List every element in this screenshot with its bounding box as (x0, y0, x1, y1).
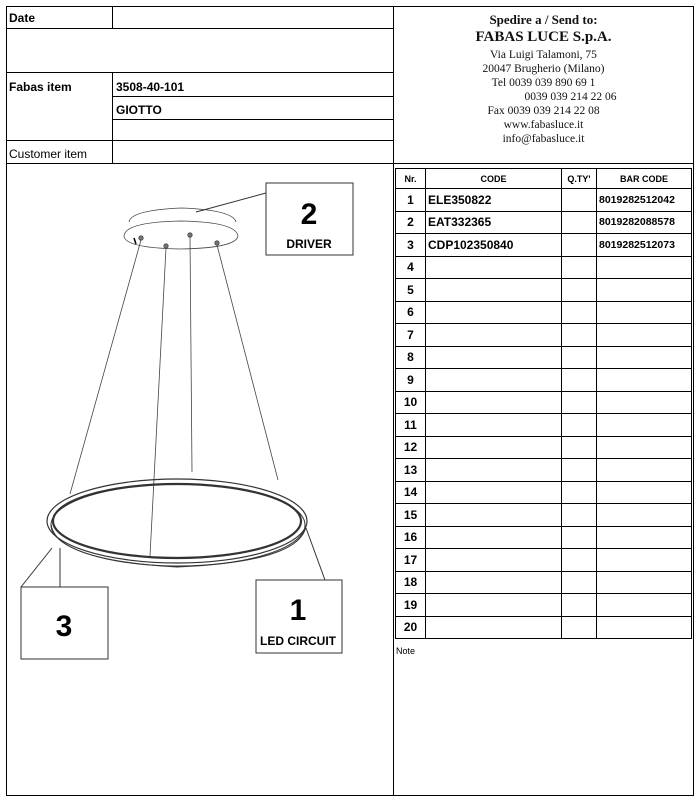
row-barcode: 8019282512042 (597, 189, 692, 212)
row-code: EAT332365 (426, 211, 562, 234)
table-row (396, 301, 692, 324)
row-code (426, 369, 562, 392)
led-label: LED CIRCUIT (260, 634, 336, 648)
row-code (426, 504, 562, 527)
row-code (426, 616, 562, 639)
row-qty[interactable] (562, 301, 597, 324)
table-row (396, 549, 692, 572)
led-ring-drawing (47, 479, 307, 567)
row-number: 7 (396, 324, 426, 347)
fabas-item-name: GIOTTO (116, 103, 162, 117)
row-number: 3 (396, 234, 426, 257)
row-barcode (597, 459, 692, 482)
row-qty[interactable] (562, 436, 597, 459)
driver-callout (196, 183, 353, 255)
row-qty[interactable] (562, 571, 597, 594)
row-number: 2 (396, 211, 426, 234)
header-qty: Q.TY' (562, 169, 597, 189)
row-number: 13 (396, 459, 426, 482)
table-row (396, 391, 692, 414)
row-number: 5 (396, 279, 426, 302)
row-code (426, 526, 562, 549)
table-row (396, 459, 692, 482)
row-qty[interactable] (562, 346, 597, 369)
address-street: Via Luigi Talamoni, 75 (490, 49, 597, 61)
row-number: 1 (396, 189, 426, 212)
row-number: 10 (396, 391, 426, 414)
row-qty[interactable] (562, 189, 597, 212)
address-web[interactable]: www.fabasluce.it (503, 119, 584, 131)
row-qty[interactable] (562, 549, 597, 572)
row-number: 15 (396, 504, 426, 527)
row-barcode (597, 391, 692, 414)
row-qty[interactable] (562, 594, 597, 617)
row-number: 18 (396, 571, 426, 594)
row-barcode (597, 436, 692, 459)
row-number: 20 (396, 616, 426, 639)
company-name: FABAS LUCE S.p.A. (475, 29, 612, 45)
row-qty[interactable] (562, 256, 597, 279)
row-barcode (597, 256, 692, 279)
row-number: 9 (396, 369, 426, 392)
row-qty[interactable] (562, 279, 597, 302)
row-number: 4 (396, 256, 426, 279)
row-code (426, 549, 562, 572)
row-code (426, 256, 562, 279)
row-barcode (597, 549, 692, 572)
row-code (426, 346, 562, 369)
table-row (396, 369, 692, 392)
row-qty[interactable] (562, 504, 597, 527)
row-barcode (597, 346, 692, 369)
address-email[interactable]: info@fabasluce.it (502, 133, 585, 145)
fabas-item-code: 3508-40-101 (116, 80, 185, 94)
row-qty[interactable] (562, 414, 597, 437)
address-tel2: 0039 039 214 22 06 (524, 91, 617, 103)
row-code (426, 459, 562, 482)
ring-number: 3 (55, 610, 73, 643)
row-qty[interactable] (562, 324, 597, 347)
row-qty[interactable] (562, 211, 597, 234)
row-barcode (597, 616, 692, 639)
row-qty[interactable] (562, 481, 597, 504)
row-barcode (597, 369, 692, 392)
row-code (426, 571, 562, 594)
row-barcode (597, 526, 692, 549)
driver-label: DRIVER (286, 237, 332, 251)
row-qty[interactable] (562, 369, 597, 392)
address-fax: Fax 0039 039 214 22 08 (487, 105, 600, 117)
table-row (396, 256, 692, 279)
table-row (396, 616, 692, 639)
row-barcode: 8019282512073 (597, 234, 692, 257)
row-number: 19 (396, 594, 426, 617)
row-barcode (597, 571, 692, 594)
row-barcode (597, 414, 692, 437)
row-code (426, 324, 562, 347)
header-nr: Nr. (396, 169, 426, 189)
fabas-item-label: Fabas item (9, 80, 72, 94)
row-barcode: 8019282088578 (597, 211, 692, 234)
led-number: 1 (289, 594, 307, 627)
row-number: 8 (396, 346, 426, 369)
ring-callout (21, 548, 108, 659)
row-qty[interactable] (562, 391, 597, 414)
address-heading: Spedire a / Send to: (489, 12, 598, 27)
row-code (426, 436, 562, 459)
canopy-drawing (124, 208, 238, 249)
row-code (426, 391, 562, 414)
row-barcode (597, 594, 692, 617)
row-code: CDP102350840 (426, 234, 562, 257)
row-number: 12 (396, 436, 426, 459)
table-row (396, 571, 692, 594)
table-row (396, 279, 692, 302)
row-number: 14 (396, 481, 426, 504)
row-number: 17 (396, 549, 426, 572)
row-code (426, 481, 562, 504)
row-qty[interactable] (562, 459, 597, 482)
row-qty[interactable] (562, 616, 597, 639)
table-row (396, 324, 692, 347)
parts-table-header (396, 169, 692, 189)
row-barcode (597, 301, 692, 324)
row-number: 11 (396, 414, 426, 437)
row-code (426, 594, 562, 617)
header-barcode: BAR CODE (597, 169, 692, 189)
table-row (396, 234, 692, 257)
table-row (396, 436, 692, 459)
table-row (396, 526, 692, 549)
header-code: CODE (426, 169, 562, 189)
suspension-cables (70, 237, 278, 556)
note-label: Note (396, 646, 416, 656)
customer-item-label: Customer item (9, 147, 88, 161)
row-barcode (597, 481, 692, 504)
row-qty[interactable] (562, 526, 597, 549)
address-city: 20047 Brugherio (Milano) (482, 63, 605, 75)
date-label: Date (9, 11, 36, 25)
address-tel1: Tel 0039 039 890 69 1 (491, 77, 596, 89)
row-qty[interactable] (562, 234, 597, 257)
table-row (396, 414, 692, 437)
row-number: 16 (396, 526, 426, 549)
row-number: 6 (396, 301, 426, 324)
driver-number: 2 (300, 198, 318, 231)
table-row (396, 504, 692, 527)
row-barcode (597, 504, 692, 527)
table-row (396, 211, 692, 234)
row-barcode (597, 279, 692, 302)
row-barcode (597, 324, 692, 347)
table-row (396, 481, 692, 504)
row-code (426, 414, 562, 437)
parts-table (395, 168, 692, 639)
table-row (396, 594, 692, 617)
row-code (426, 279, 562, 302)
row-code: ELE350822 (426, 189, 562, 212)
table-row (396, 346, 692, 369)
row-code (426, 301, 562, 324)
table-row (396, 189, 692, 212)
